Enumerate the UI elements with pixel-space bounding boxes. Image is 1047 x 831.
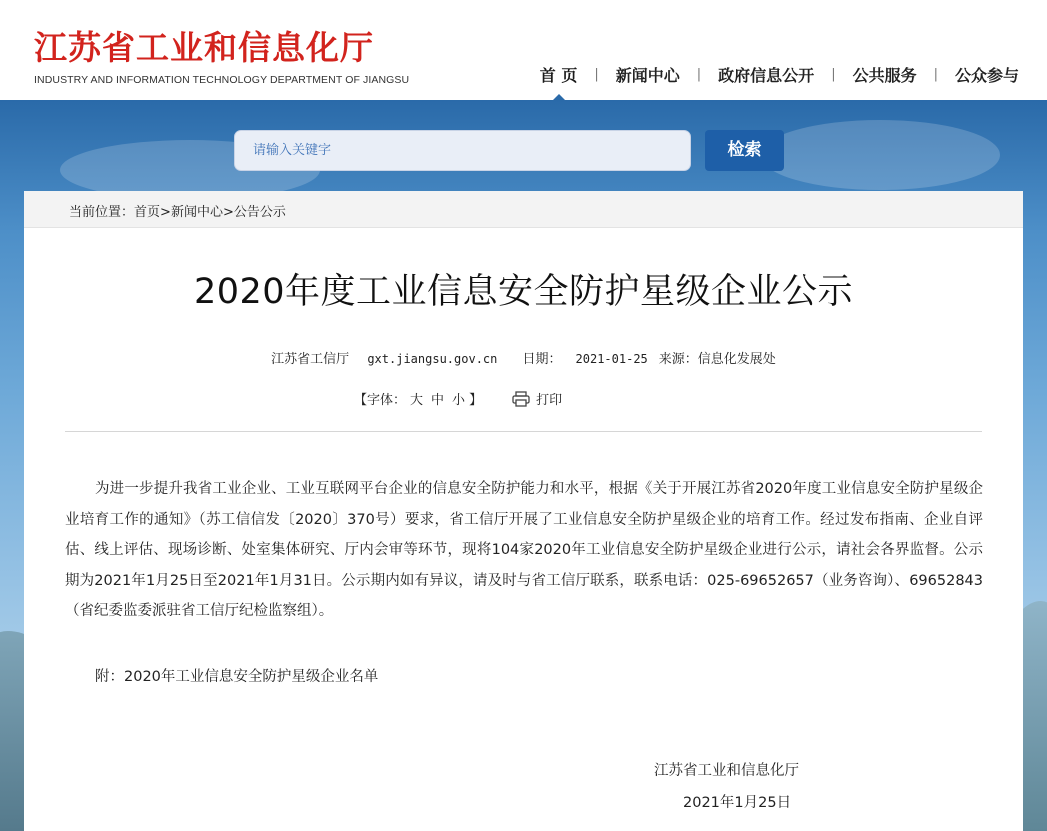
meta-date-label: 日期： xyxy=(522,352,562,367)
breadcrumb-separator: > xyxy=(222,205,234,220)
print-link[interactable]: 打印 xyxy=(536,393,563,408)
attachment xyxy=(95,665,378,686)
breadcrumb-item-notices[interactable]: 公告公示 xyxy=(233,205,286,220)
meta-source-label: 来源： xyxy=(658,352,698,367)
font-size-label: 【字体： xyxy=(354,393,407,408)
article-tools xyxy=(354,389,562,408)
nav-separator: | xyxy=(831,67,836,82)
nav-item-label: 首 页 xyxy=(539,66,578,85)
breadcrumb-item-home[interactable]: 首页 xyxy=(134,205,161,220)
meta-date: 2021-01-25 xyxy=(575,352,648,366)
meta-source: 信息化发展处 xyxy=(697,352,776,367)
nav-separator: | xyxy=(696,67,702,82)
background-cloud xyxy=(760,120,1000,190)
nav-item-public-service[interactable]: 公共服务 xyxy=(852,66,917,85)
breadcrumb-separator: > xyxy=(160,205,171,220)
attachment-prefix: 附： xyxy=(95,669,124,685)
search-button[interactable]: 检索 xyxy=(705,130,784,171)
signature-date: 2021年1月25日 xyxy=(683,795,792,811)
site-logo-title[interactable]: 江苏省工业和信息化厅 xyxy=(34,28,374,67)
font-size-large[interactable]: 大 xyxy=(410,393,424,408)
meta-site: gxt.jiangsu.gov.cn xyxy=(367,352,498,366)
font-size-label-close: 】 xyxy=(469,393,483,408)
article-body: 为进一步提升我省工业企业、工业互联网平台企业的信息安全防护能力和水平，根据《关于开展江苏省2020年度工业信息安全防护星级企业培育工作的通知》（苏工信信发〔2020〕370号）要求，省工信厅开展了工业信息安全防护星级企业的培育工作。经过发布指南、企业自评估、线上评估、现场诊断、处室集体研究、厅内会审等环节，现将104家2020年工业信息安全防护星级企业进行公示，请社会各界监督。公示期为2021年1月25日至2021年1月31日。公示期内如有异议，请及时与省工信厅联系，联系电话：025-69652657（业务咨询）、69652843（省纪委监委派驻省工信厅纪检监察组）。 xyxy=(65,481,983,619)
site-header xyxy=(0,0,1047,100)
printer-icon[interactable] xyxy=(512,391,530,407)
breadcrumb-item-news[interactable]: 新闻中心 xyxy=(170,205,223,220)
nav-separator: | xyxy=(594,67,599,82)
font-size-small[interactable]: 小 xyxy=(452,393,466,408)
nav-item-gov-info[interactable]: 政府信息公开 xyxy=(718,66,815,85)
article-divider xyxy=(65,431,982,432)
nav-item-news[interactable]: 新闻中心 xyxy=(615,66,680,85)
font-size-medium[interactable]: 中 xyxy=(431,393,445,408)
meta-publisher: 江苏省工信厅 xyxy=(271,352,350,367)
nav-separator: | xyxy=(933,67,938,82)
breadcrumb xyxy=(69,201,286,220)
attachment-link[interactable]: 2020年工业信息安全防护星级企业名单 xyxy=(124,669,379,685)
signature-org: 江苏省工业和信息化厅 xyxy=(654,763,799,779)
active-nav-pointer xyxy=(552,94,566,101)
breadcrumb-prefix: 当前位置： xyxy=(69,205,135,220)
nav-item-home[interactable] xyxy=(540,63,578,86)
main-nav xyxy=(540,63,1019,86)
article-meta xyxy=(24,348,1023,367)
meta-date-group xyxy=(516,352,776,367)
site-logo-subtitle: INDUSTRY AND INFORMATION TECHNOLOGY DEPARTMENT OF JIANGSU xyxy=(34,74,410,86)
article-title: 2020年度工业信息安全防护星级企业公示 xyxy=(193,272,854,312)
article-card xyxy=(24,191,1023,831)
nav-item-participation[interactable]: 公众参与 xyxy=(954,66,1019,85)
breadcrumb-bar xyxy=(24,191,1023,228)
search-input[interactable]: 请输入关键字 xyxy=(234,130,691,171)
